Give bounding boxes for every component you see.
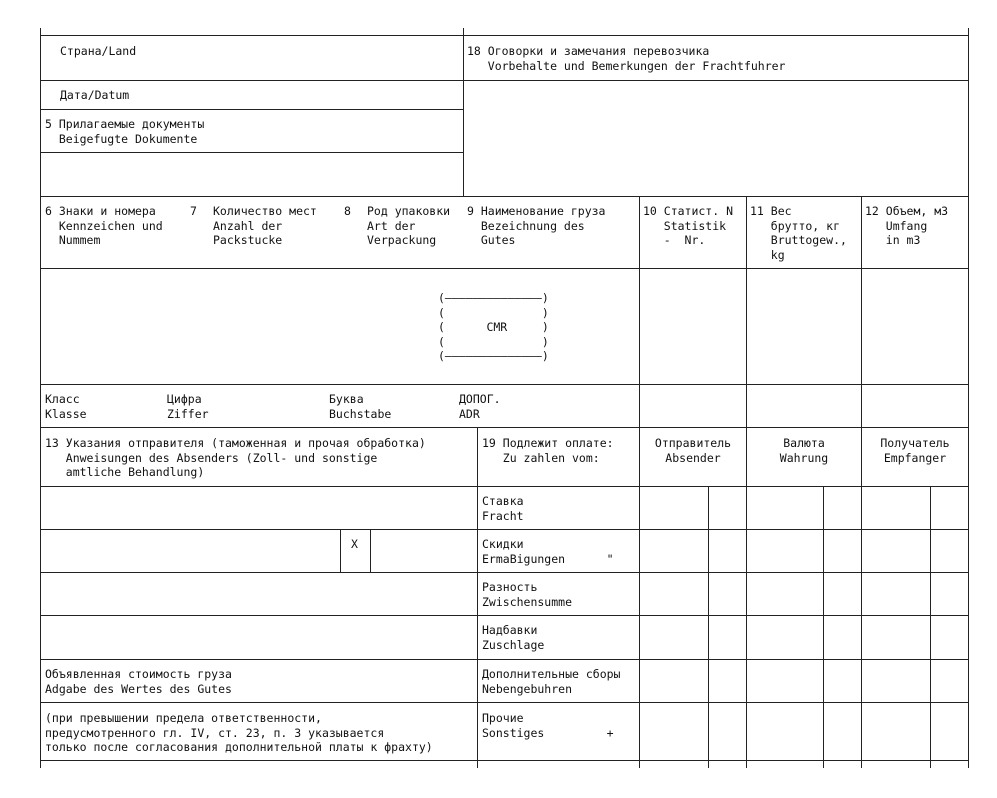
rule [40, 152, 463, 153]
col8-number: 8 [344, 204, 351, 218]
date-label: Дата/Datum [60, 88, 130, 102]
rule [40, 702, 969, 703]
rule [40, 109, 463, 110]
goods-name-header: 9 Наименование груза Bezeichnung des Gutes [467, 204, 606, 247]
receiver-header: Получатель Empfanger [880, 436, 950, 465]
difference-label: Разность Zwischensumme [482, 580, 573, 609]
liability-note: (при превышении предела ответственности, предусмотренного гл. IV, ст. 23, п. 3 указывается только после согласования дополнительной платы к фрахту) [45, 711, 433, 754]
payable-by-label: 19 Подлежит оплате: Zu zahlen vom: [482, 436, 614, 465]
packages-count-header: Количество мест Anzahl der Packstucke [213, 204, 317, 247]
extra-fees-label: Дополнительные сборы Nebengebuhren [482, 667, 621, 696]
rule [370, 529, 371, 572]
carrier-reservations-label: 18 Оговорки и замечания перевозчика Vorbehalte und Bemerkungen der Frachtfuhrer [467, 44, 786, 73]
rule [40, 384, 969, 385]
rate-label: Ставка Fracht [482, 494, 524, 523]
packing-type-header: Род упаковки Art der Verpackung [367, 204, 451, 247]
sender-instructions-label: 13 Указания отправителя (таможенная и прочая обработка) Anweisungen des Absenders (Zoll- und sonstige amtliche Behandlung) [45, 436, 426, 479]
rule [823, 486, 824, 768]
rule [40, 268, 969, 269]
class-label: Класс Klasse [45, 392, 87, 421]
col7-number: 7 [190, 204, 197, 218]
declared-value-label: Объявленная стоимость груза Adgabe des Wertes des Gutes [45, 667, 232, 696]
statistic-number-header: 10 Статист. N Statistik - Nr. [643, 204, 734, 247]
letter-label: Буква Buchstabe [329, 392, 392, 421]
rule [463, 28, 464, 196]
rule [930, 486, 931, 768]
rule [708, 486, 709, 768]
rule [40, 427, 969, 428]
rule [40, 28, 41, 768]
surcharges-label: Надбавки Zuschlage [482, 623, 545, 652]
rule [477, 427, 478, 768]
rule [40, 529, 969, 530]
sender-header: Отправитель Absender [654, 436, 732, 465]
gross-weight-header: 11 Вес брутто, кг Bruttogew., kg [750, 204, 847, 262]
cmr-stamp: (——————————————) ( ) ( CMR ) ( ) (——————————————) [438, 291, 549, 363]
rule [40, 572, 969, 573]
rule [40, 196, 969, 197]
discounts-label: Скидки ErmaBigungen " [482, 537, 614, 566]
rule [968, 28, 969, 768]
documents-label: 5 Прилагаемые документы Beigefugte Dokumente [45, 117, 205, 146]
rule [40, 486, 969, 487]
rule [40, 80, 969, 81]
rule [639, 196, 640, 768]
other-label: Прочие Sonstiges + [482, 711, 614, 740]
x-mark: X [351, 537, 358, 551]
volume-header: 12 Объем, м3 Umfang in m3 [865, 204, 949, 247]
rule [40, 35, 969, 36]
country-label: Страна/Land [60, 44, 137, 58]
rule [40, 659, 969, 660]
currency-header: Валюта Wahrung [779, 436, 829, 465]
rule [340, 529, 341, 572]
figure-label: Цифра Ziffer [167, 392, 209, 421]
rule [746, 196, 747, 768]
marks-numbers-header: 6 Знаки и номера Kennzeichen und Nummem [45, 204, 163, 247]
rule [40, 615, 969, 616]
rule [40, 760, 969, 761]
adr-label: ДОПОГ. ADR [459, 392, 501, 421]
rule [861, 196, 862, 768]
